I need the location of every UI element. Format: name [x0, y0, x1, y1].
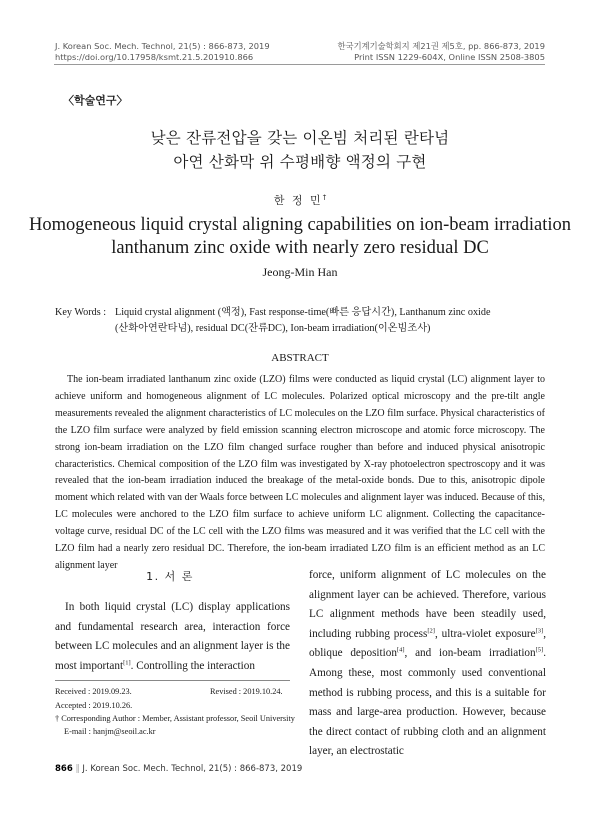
- keywords-line-1: Liquid crystal alignment (액정), Fast response-time(빠른 응답시간), Lanthanum zinc oxide: [115, 307, 491, 318]
- corresponding-author: † Corresponding Author : Member, Assistant professor, Seoil University: [55, 714, 295, 723]
- section-heading-introduction: 1. 서 론: [146, 570, 194, 583]
- issn-line: Print ISSN 1229-604X, Online ISSN 2508-3805: [354, 52, 545, 62]
- title-en-line-2: lanthanum zinc oxide with nearly zero residual DC: [111, 238, 489, 258]
- keywords-line-2: (산화아연란타넘), residual DC(잔류DC), Ion-beam irradiation(이온빔조사): [115, 323, 431, 334]
- footnote-divider: [55, 680, 290, 681]
- intro-right-text-2: , ultra-violet exposure: [434, 627, 536, 640]
- author-en: Jeong-Min Han: [262, 265, 338, 279]
- keywords-label: Key Words :: [55, 307, 107, 318]
- citation-4[interactable]: [4]: [396, 646, 405, 654]
- intro-right-text-3: , oblique deposition: [309, 627, 546, 660]
- title-ko-line-2: 아연 산화막 위 수평배향 액정의 구현: [173, 153, 427, 171]
- intro-right-column: [309, 566, 546, 762]
- author-email[interactable]: E-mail : hanjm@seoil.ac.kr: [64, 727, 156, 736]
- citation-2[interactable]: [2]: [427, 627, 435, 635]
- revised-date: Revised : 2019.10.24.: [210, 687, 283, 696]
- doi-link[interactable]: https://doi.org/10.17958/ksmt.21.5.201910.866: [55, 52, 254, 62]
- page-footer: [55, 764, 302, 774]
- author-ko-name: 한 정 민: [273, 194, 323, 207]
- page-number: 866: [55, 764, 73, 774]
- citation-1[interactable]: [1]: [123, 659, 131, 667]
- journal-citation-left: J. Korean Soc. Mech. Technol, 21(5) : 866-873, 2019: [55, 41, 270, 51]
- footer-separator: ‖: [75, 764, 80, 774]
- citation-5[interactable]: [5]: [535, 646, 544, 654]
- header-divider: [54, 64, 545, 65]
- journal-citation-right: 한국기계기술학회지 제21권 제5호, pp. 866-873, 2019: [337, 41, 545, 51]
- abstract-heading: ABSTRACT: [271, 352, 329, 364]
- intro-right-text-1: force, uniform alignment of LC molecules on the alignment layer can be achieved. Therefore, various LC alignment methods have been steadily used, including rubbing process: [309, 569, 546, 640]
- received-date: Received : 2019.09.23.: [55, 687, 132, 696]
- author-ko: [0, 192, 600, 208]
- citation-3[interactable]: [3]: [535, 627, 544, 635]
- title-en-line-1: Homogeneous liquid crystal aligning capabilities on ion-beam irradiation: [28, 215, 572, 235]
- intro-left-text-2: . Controlling the interaction: [130, 659, 255, 672]
- article-category: 〈학술연구〉: [63, 94, 128, 107]
- author-ko-mark: †: [322, 193, 327, 202]
- intro-left-text-1: In both liquid crystal (LC) display applications and fundamental research area, interaction force between LC molecules and an alignment layer is the most important: [55, 601, 290, 672]
- accepted-date: Accepted : 2019.10.26.: [55, 701, 133, 710]
- intro-right-text-4: , and ion-beam irradiation: [404, 647, 536, 660]
- intro-left-column: [55, 598, 290, 676]
- title-ko-line-1: 낮은 잔류전압을 갖는 이온빔 처리된 란타넘: [150, 129, 450, 147]
- footer-journal: J. Korean Soc. Mech. Technol, 21(5) : 866-873, 2019: [82, 764, 303, 774]
- intro-right-text-5: . Among these, most commonly used conventional method is rubbing process, and this is a suitable for mass and large-area production. However, because the direct contact of rubbing cloth and an alignment layer, an electrostatic: [309, 647, 547, 758]
- abstract-text: The ion-beam irradiated lanthanum zinc oxide (LZO) films were conducted as liquid crystal (LC) alignment layer to achieve uniform and homogeneous alignment of LC molecules. Polarized optical microscopy and the pre-tilt angle measurements revealed the alignment characteristics of LC molecules on the LZO film surface. Physical characteristics of the LZO film surface were analyzed by field emission scanning electron microscope and atomic force microscopy. The strong ion-beam irradiation on the LZO film changed surface rougher than before and induced physical anisotropic characteristics. Chemical composition of the LZO film was investigated by X-ray photoelectron spectroscopy and it was revealed that the ion-beam irradiation induced the breakage of the metal-oxide bonds. Due to this, anisotropic dipole moment which related with van der Waals force between LC molecules and alignment layer was induced. Because of this, LC molecules were anchored to the LZO film surface to achieve uniform LC alignment. Collecting the capacitance-voltage curve, residual DC of the LC cell with the LZO films was measured and it was verified that the LC cell with the LZO film had a nearly zero residual DC. Therefore, the ion-beam irradiated LZO film is an efficient method as an LC alignment layer: [55, 374, 545, 571]
